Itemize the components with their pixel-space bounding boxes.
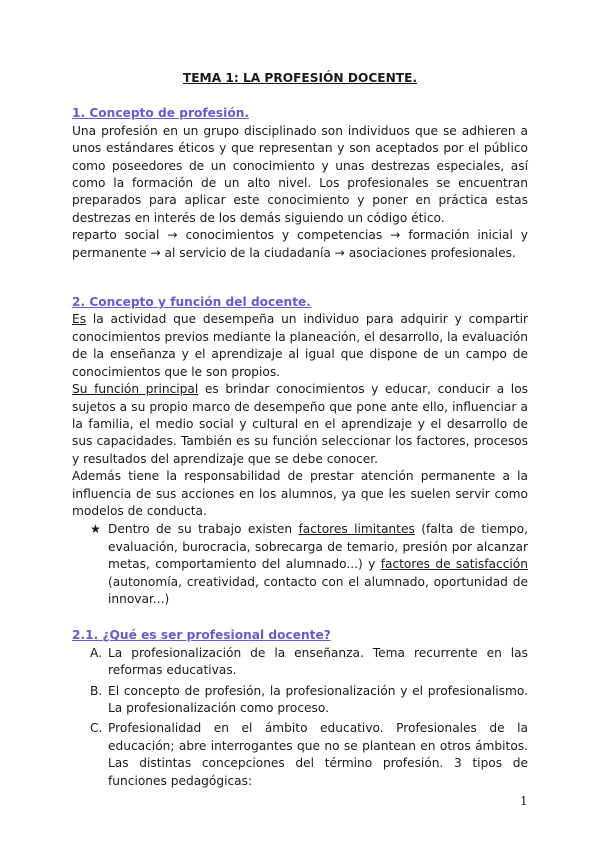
lead-term-es: Es bbox=[72, 312, 87, 327]
document-title: TEMA 1: LA PROFESIÓN DOCENTE. bbox=[182, 71, 418, 85]
list-item-text: La profesionalización de la enseñanza. Tema recurrente en las reformas educativas. bbox=[108, 645, 528, 678]
list-marker: C. bbox=[90, 721, 103, 736]
list-item-text: El concepto de profesión, la profesionalización y el profesionalismo. La profesionalización como proceso. bbox=[108, 683, 528, 715]
paragraph-2-body: es brindar conocimientos y educar, conducir a los sujetos a su propio marco de desempeño que pone ante ello, influenciar a la familia, el medio social y cultural en el aprendizaje y el desarrollo de sus capacidades. También es su función seleccionar los factores, procesos y resultados del aprendizaje que se debe conocer. bbox=[72, 382, 528, 466]
term-factores-limitantes: factores limitantes bbox=[298, 522, 415, 537]
list-item bbox=[72, 645, 528, 680]
section-1-heading: 1. Concepto de profesión. bbox=[72, 106, 250, 121]
section-2-heading: 2. Concepto y función del docente. bbox=[72, 295, 311, 310]
section-2-paragraph-2 bbox=[72, 381, 528, 468]
section-2-paragraph-3: Además tiene la responsabilidad de prestar atención permanente a la influencia de sus acciones en los alumnos, ya que les suelen servir como modelos de conducta. bbox=[72, 469, 528, 518]
list-marker: B. bbox=[90, 683, 103, 698]
list-item bbox=[72, 683, 528, 718]
lead-term-funcion: Su función principal bbox=[72, 382, 199, 397]
section-2-1-heading: 2.1. ¿Qué es ser profesional docente? bbox=[72, 628, 331, 643]
term-factores-satisfaccion: factores de satisfacción bbox=[380, 557, 528, 572]
document-page bbox=[72, 66, 528, 793]
section-1-paragraph-1: Una profesión en un grupo disciplinado son individuos que se adhieren a unos estándares éticos y que representan y son aceptados por el público como poseedores de un conocimiento y unas destrezas especiales, así como la formación de un alto nivel. Los profesionales se encuentran preparados para aplicar este conocimiento y poner en práctica estas destrezas en interés de los demás siguiendo un código ético. bbox=[72, 123, 528, 225]
list-marker: A. bbox=[90, 645, 102, 660]
page-number: 1 bbox=[520, 794, 528, 808]
star-bullet-text bbox=[108, 521, 528, 608]
lettered-list bbox=[72, 645, 528, 790]
bullet-text-part-1: Dentro de su trabajo existen bbox=[108, 522, 299, 537]
section-2-paragraph-1 bbox=[72, 311, 528, 381]
list-item bbox=[72, 720, 528, 790]
section-1-paragraph-2: reparto social → conocimientos y competencias → formación inicial y permanente → al servicio de la ciudadanía → asociaciones profesionales. bbox=[72, 228, 528, 260]
list-item-text: Profesionalidad en el ámbito educativo. Profesionales de la educación; abre interrogantes que no se plantean en otros ámbitos. Las distintas concepciones del término profesión. 3 tipos de funciones pedagógicas: bbox=[108, 721, 528, 788]
bullet-text-part-2: (falta de tiempo, evaluación, burocracia, sobrecarga de temario, presión por alcanzar metas, comportamiento del alumnado...) y bbox=[108, 522, 528, 572]
star-icon: ★ bbox=[90, 522, 101, 537]
star-bullet-item bbox=[72, 521, 528, 608]
bullet-text-part-3: (autonomía, creatividad, contacto con el alumnado, oportunidad de innovar...) bbox=[108, 574, 528, 606]
paragraph-1-body: la actividad que desempeña un individuo para adquirir y compartir conocimientos previos mediante la planeación, el desarrollo, la evaluación de la enseñanza y el aprendizaje al igual que dispone de un campo de conocimientos que le son propios. bbox=[72, 312, 528, 379]
